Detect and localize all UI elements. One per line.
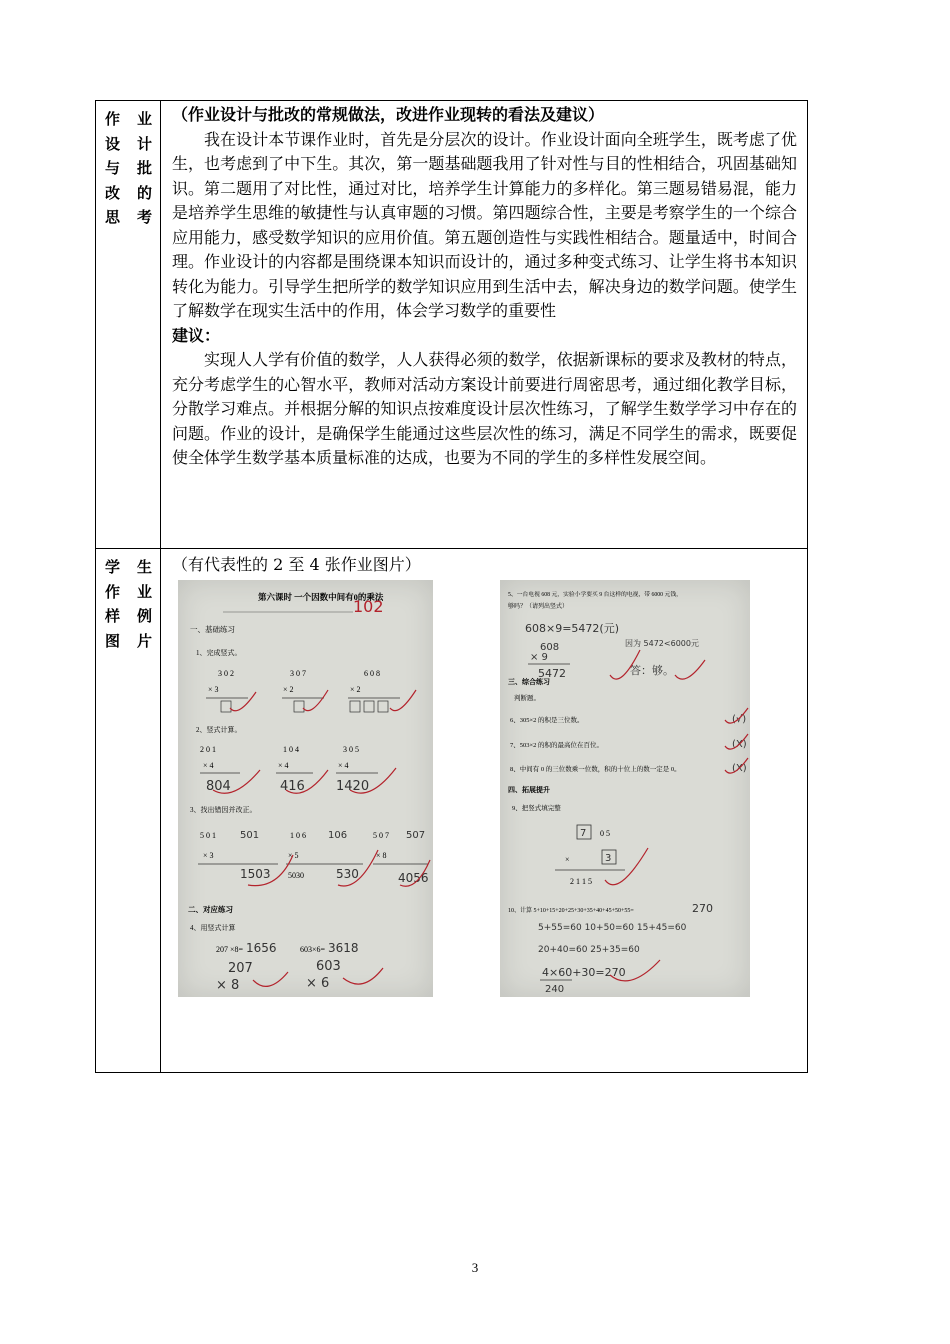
row-label: 作 业 设 计 与 批 改 的 思 考 xyxy=(105,110,152,226)
judge-8: 8、中间有 0 的三位数乘一位数，积的十位上的数一定是 0。 xyxy=(510,765,681,773)
homework-photo-2 xyxy=(500,580,750,997)
q4-answer2: 3618 xyxy=(328,940,359,955)
q1-text: 1、完成竖式。 xyxy=(196,648,242,657)
q3-text: 3、找出错因并改正。 xyxy=(190,805,257,814)
svg-text:× 8: × 8 xyxy=(376,850,387,860)
q5-text-b: 够吗？（请列出竖式） xyxy=(508,603,569,610)
svg-text:× 9: × 9 xyxy=(530,651,548,663)
svg-text:5030: 5030 xyxy=(288,870,304,880)
q2-b-top: 1 0 4 xyxy=(283,744,299,754)
judge-7: 7、503×2 的积的最高位在百位。 xyxy=(510,741,604,749)
reflection-content-cell xyxy=(161,101,808,549)
q2-a-answer: 804 xyxy=(206,778,231,794)
svg-text:× 4: × 4 xyxy=(278,760,289,770)
svg-text:因为 5472<6000元: 因为 5472<6000元 xyxy=(625,638,699,648)
q2-c-answer: 1420 xyxy=(336,778,370,794)
row-label: 学 生 作 业 样 例 图 片 xyxy=(105,558,152,650)
q5-text: 5、一台电视 608 元，实验小学要买 9 台这样的电视，带 6000 元钱， xyxy=(508,591,682,598)
reflection-paragraph: 我在设计本节课作业时，首先是分层次的设计。作业设计面向全班学生，既考虑了优生，也考虑到了中下生。其次，第一题基础题我用了针对性与目的性相结合，巩固基础知识。第二题用了对比性，通过对比，培养学生计算能力的多样化。第三题易错易混，能力是培养学生思维的敏捷性与认真审题的习惯。第四题综合性，主要是考察学生的一个综合应用能力，感受数学知识的应用价值。第五题创造性与实践性相结合。题量适中，时间合理。作业设计的内容都是围绕课本知识而设计的，通过多种变式练习、让学生将书本知识转化为能力。引导学生把所学的数学知识应用到生活中去，解决身边的数学问题。使学生了解数学在现实生活中的作用，体会学习数学的重要性 xyxy=(172,129,797,320)
student-samples-row xyxy=(96,549,808,1073)
q9-text: 9、把竖式填完整 xyxy=(512,804,561,812)
svg-text:× 5: × 5 xyxy=(288,850,299,860)
q4-answer1: 1656 xyxy=(246,940,277,955)
svg-text:× 6: × 6 xyxy=(306,975,330,991)
svg-text:×: × xyxy=(565,854,570,864)
q4-text: 4、用竖式计算 xyxy=(190,923,236,932)
q1-c-top: 6 0 8 xyxy=(364,668,380,678)
homework-photo-2-image xyxy=(500,580,750,997)
svg-text:(X): (X) xyxy=(732,738,747,750)
suggestion-heading: 建议： xyxy=(172,325,221,345)
svg-text:× 4: × 4 xyxy=(338,760,349,770)
svg-text:501: 501 xyxy=(240,829,260,841)
q3-c-top: 5 0 7 xyxy=(373,830,389,840)
svg-text:2 1 1 5: 2 1 1 5 xyxy=(570,876,592,886)
section-comprehensive: 三、综合练习 xyxy=(508,677,550,686)
q3-c-answer: 4056 xyxy=(398,870,429,885)
grade-mark: 102 xyxy=(353,596,384,616)
svg-text:0 5: 0 5 xyxy=(600,828,610,838)
q2-a-top: 2 0 1 xyxy=(200,744,216,754)
q3-a-top: 5 0 1 xyxy=(200,830,216,840)
photo-area xyxy=(172,578,797,1028)
reflection-table xyxy=(95,100,808,1073)
q5-work: 608×9=5472(元) xyxy=(525,621,620,635)
svg-text:× 8: × 8 xyxy=(216,977,240,993)
svg-text:3: 3 xyxy=(605,852,612,864)
svg-text:603: 603 xyxy=(316,958,341,974)
row-label-cell xyxy=(96,549,161,1073)
section-extension: 四、拓展提升 xyxy=(508,785,550,794)
q2-b-answer: 416 xyxy=(280,778,305,794)
svg-text:5472: 5472 xyxy=(538,666,566,680)
svg-text:240: 240 xyxy=(545,983,565,995)
q4-line1: 207 ×8= xyxy=(216,944,244,954)
svg-text:× 3: × 3 xyxy=(203,850,214,860)
suggestion-paragraph: 实现人人学有价值的数学，人人获得必须的数学，依据新课标的要求及教材的特点，充分考虑学生的心智水平，教师对活动方案设计前要进行周密思考，通过细化教学目标，分散学习难点。并根据分解的知识点按难度设计层次性练习，了解学生数学学习中存在的问题。作业的设计，是确保学生能通过这些层次性的练习，满足不同学生的需求，既要促使全体学生数学基本质量标准的达成，也要为不同的学生的多样性发展空间。 xyxy=(172,350,797,467)
svg-text:× 4: × 4 xyxy=(203,760,214,770)
q1-a-top: 3 0 2 xyxy=(218,668,234,678)
svg-text:106: 106 xyxy=(328,829,348,841)
svg-text:× 2: × 2 xyxy=(283,684,294,694)
samples-content-cell xyxy=(161,549,808,1073)
section-heading: （作业设计与批改的常规做法，改进作业现转的看法及建议） xyxy=(172,105,605,124)
q1-b-top: 3 0 7 xyxy=(290,668,306,678)
q10-text: 10、计算 5+10+15+20+25+30+35+40+45+50+55= xyxy=(508,907,634,914)
photo-note: （有代表性的 2 至 4 张作业图片） xyxy=(172,555,421,574)
svg-text:(X): (X) xyxy=(732,762,747,774)
section-basic: 一、基础练习 xyxy=(190,624,235,634)
svg-text:7: 7 xyxy=(580,827,587,839)
homework-photo-1-image xyxy=(178,580,433,997)
q2-c-top: 3 0 5 xyxy=(343,744,359,754)
q4-line2: 603×6= xyxy=(300,944,326,954)
svg-text:× 2: × 2 xyxy=(350,684,361,694)
worksheet-title: 第六课时 一个因数中间有0的乘法 xyxy=(258,591,384,602)
svg-text:608: 608 xyxy=(540,641,560,653)
q3-b-answer: 530 xyxy=(336,866,359,881)
row-label-cell xyxy=(96,101,161,549)
q2-text: 2、竖式计算。 xyxy=(196,725,242,734)
svg-text:× 3: × 3 xyxy=(208,684,219,694)
svg-text:20+40=60 25+35=60: 20+40=60 25+35=60 xyxy=(538,944,640,955)
svg-text:5+55=60 10+50=60 15+45=60: 5+55=60 10+50=60 15+45=60 xyxy=(538,922,687,933)
judge-6: 6、305×2 的积是三位数。 xyxy=(510,716,584,724)
q10-answer: 270 xyxy=(692,901,713,915)
svg-text:(√): (√) xyxy=(732,713,747,725)
homework-photo-1 xyxy=(178,580,433,997)
svg-text:207: 207 xyxy=(228,960,253,976)
q5-answer: 答：够。 xyxy=(630,663,674,677)
q3-b-top: 1 0 6 xyxy=(290,830,306,840)
page-number: 3 xyxy=(471,1260,479,1275)
svg-text:4×60+30=270: 4×60+30=270 xyxy=(542,965,626,979)
q3-a-answer: 1503 xyxy=(240,866,271,881)
section-practice: 二、对应练习 xyxy=(188,904,233,914)
design-reflection-row xyxy=(96,101,808,549)
svg-text:507: 507 xyxy=(406,829,426,841)
judge-title: 判断题。 xyxy=(514,694,540,702)
